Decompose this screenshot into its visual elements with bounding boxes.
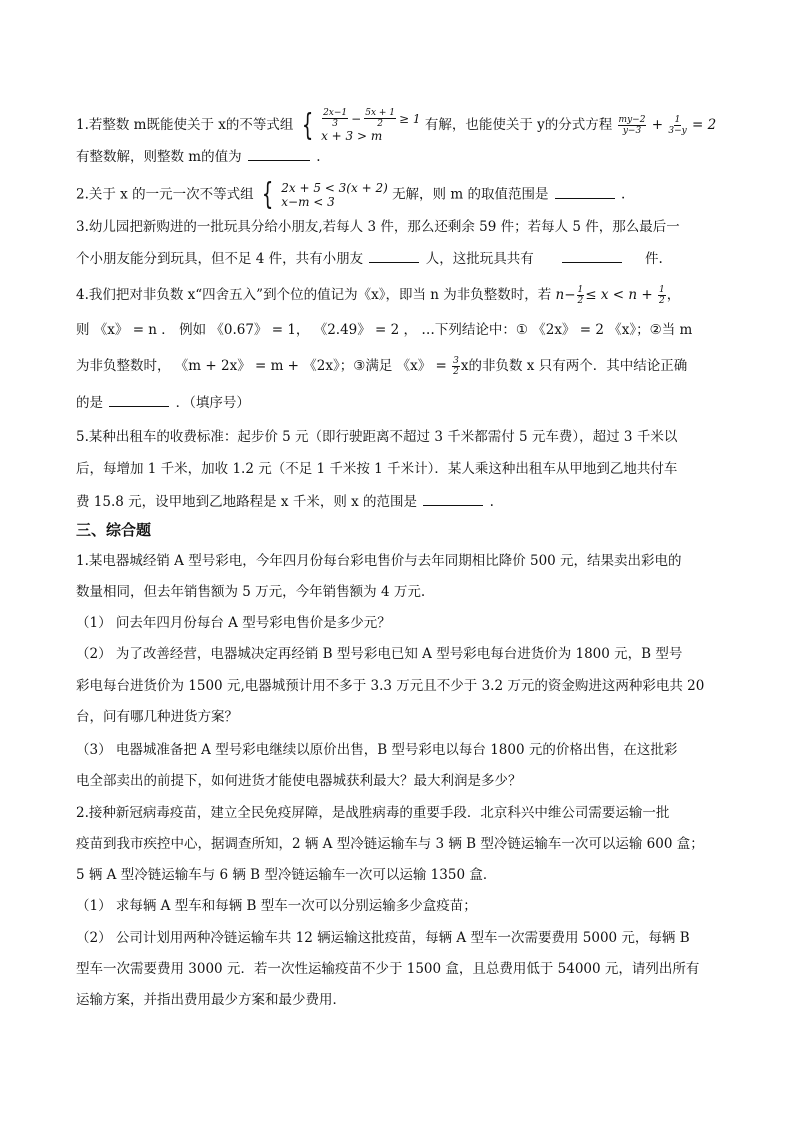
answer-blank[interactable] xyxy=(369,248,419,263)
question-1-mid-text: 有解，也能使关于 y的分式方程 xyxy=(424,117,613,133)
section-heading: 三、综合题 xyxy=(76,521,152,539)
fraction-2: $\frac{1}{3-y}$ xyxy=(668,115,687,136)
question-4-line-1: 4.我们把对非负数 x“四舍五入”到个位的值记为《x》，即当 n 为非负整数时，若 n− $\frac{1}{2}$ ≤ x < n + $\frac{1}{2}$ ， xyxy=(76,285,681,306)
question-4-line-4: 的是 ．（填序号） xyxy=(76,392,736,413)
question-2-line-1: 2.关于 x 的一元一次不等式组 { 2x + 5 < 3(x + 2) x−m < 3 无解，则 m 的取值范围是 . xyxy=(76,177,626,212)
answer-blank[interactable] xyxy=(562,248,622,263)
problem-2-line-3: 5 辆 A 型冷链运输车与 6 辆 B 型冷链运输车一次可以运输 1350 盒． xyxy=(76,867,497,883)
problem-1-sub-3-line-2: 电全部卖出的前提下，如何进货才能使电器城获利最大？最大利润是多少？ xyxy=(76,773,522,789)
system-brace: { xyxy=(261,177,274,212)
problem-1-line-1: 1.某电器城经销 A 型号彩电，今年四月份每台彩电售价与去年同期相比降价 500 元，结果卖出彩电的 xyxy=(76,553,682,569)
question-1-text: 1.若整数 m既能使关于 x的不等式组 xyxy=(76,117,294,133)
answer-blank[interactable] xyxy=(555,184,615,199)
problem-2-line-1: 2.接种新冠病毒疫苗，建立全民免疫屏障，是战胜病毒的重要手段．北京科兴中维公司需要运输一批 xyxy=(76,805,670,821)
problem-2-line-2: 疫苗到我市疾控中心，据调查所知，2 辆 A 型冷链运输车与 3 辆 B 型冷链运输车一次可以运输 600 盒； xyxy=(76,836,704,852)
fraction-1: $\frac{my-2}{y-3}$ xyxy=(618,115,646,136)
answer-blank[interactable] xyxy=(423,491,483,506)
answer-blank[interactable] xyxy=(109,392,169,407)
question-5-line-2: 后，每增加 1 千米，加收 1.2 元（不足 1 千米按 1 千米计）．某人乘这种出租车从甲地到乙地共付车 xyxy=(76,461,678,477)
inequality-system-1: $\frac{2x-1}{3}$ − $\frac{5x + 1}{2}$ ≥ 1 x + 3 > m xyxy=(321,108,421,143)
inequality-system-2: 2x + 5 < 3(x + 2) x−m < 3 xyxy=(281,181,388,209)
problem-1-sub-2-line-3: 台，问有哪几种进货方案？ xyxy=(76,709,238,725)
circled-number-1: ① xyxy=(515,322,528,338)
question-5-line-1: 5.某种出租车的收费标准：起步价 5 元（即行驶距离不超过 3 千米都需付 5 元车费），超过 3 千米以 xyxy=(76,429,678,445)
circled-number-2: ② xyxy=(649,322,662,338)
question-1-line-2: 有整数解，则整数 m的值为 . xyxy=(76,146,736,167)
problem-1-line-2: 数量相同，但去年销售额为 5 万元，今年销售额为 4 万元. xyxy=(76,584,426,600)
question-5-line-3: 费 15.8 元，设甲地到乙地路程是 x 千米，则 x 的范围是 . xyxy=(76,491,736,512)
question-1-line-1: 1.若整数 m既能使关于 x的不等式组 { $\frac{2x-1}{3}$ − $\frac{5x + 1}{2}$ ≥ 1 x + 3 > m 有解，也能使关于 y的分式方程 $\frac{my-2}{y-3}$ + $\frac{1}{3-y}$ = 2 xyxy=(76,107,717,143)
problem-2-sub-2-line-2: 型车一次需要费用 3000 元．若一次性运输疫苗不少于 1500 盒，且总费用低于 54000 元，请列出所有 xyxy=(76,961,700,977)
problem-1-sub-2-line-2: 彩电每台进货价为 1500 元,电器城预计用不多于 3.3 万元且不少于 3.2 万元的资金购进这两种彩电共 20 xyxy=(76,678,705,694)
answer-blank[interactable] xyxy=(248,146,310,161)
question-4-line-2: 则 《x》 = n ． 例如 《0.67》 = 1， 《2.49》 = 2 ， …下列结论中：① 《2x》 = 2 《x》；②当 m xyxy=(76,322,693,338)
problem-2-sub-2-line-1: （2） 公司计划用两种冷链运输车共 12 辆运输这批疫苗，每辆 A 型车一次需要费用 5000 元，每辆 B xyxy=(76,930,690,946)
system-brace: { xyxy=(301,107,313,143)
problem-2-sub-2-line-3: 运输方案，并指出费用最少方案和最少费用． xyxy=(76,992,346,1008)
question-3-line-1: 3.幼儿园把新购进的一批玩具分给小朋友,若每人 3 件，那么还剩余 59 件；若每人 5 件，那么最后一 xyxy=(76,219,680,235)
problem-1-sub-2-line-1: （2） 为了改善经营，电器城决定再经销 B 型号彩电已知 A 型号彩电每台进货价为 1800 元，B 型号 xyxy=(76,646,683,662)
problem-2-sub-1: （1） 求每辆 A 型车和每辆 B 型车一次可以分别运输多少盒疫苗； xyxy=(76,898,477,914)
circled-number-3: ③ xyxy=(353,358,366,374)
question-4-line-3: 为非负整数时， 《m + 2x》 = m + 《2x》；③满足 《x》 = $\frac{3}{2}$ x的非负数 x 只有两个．其中结论正确 xyxy=(76,356,688,377)
problem-1-sub-1: （1） 问去年四月份每台 A 型号彩电售价是多少元？ xyxy=(76,615,391,631)
problem-1-sub-3-line-1: （3） 电器城准备把 A 型号彩电继续以原价出售，B 型号彩电以每台 1800 元的价格出售，在这批彩 xyxy=(76,742,678,758)
question-3-line-2: 个小朋友能分到玩具，但不足 4 件，共有小朋友 人，这批玩具共有 件. xyxy=(76,248,736,269)
